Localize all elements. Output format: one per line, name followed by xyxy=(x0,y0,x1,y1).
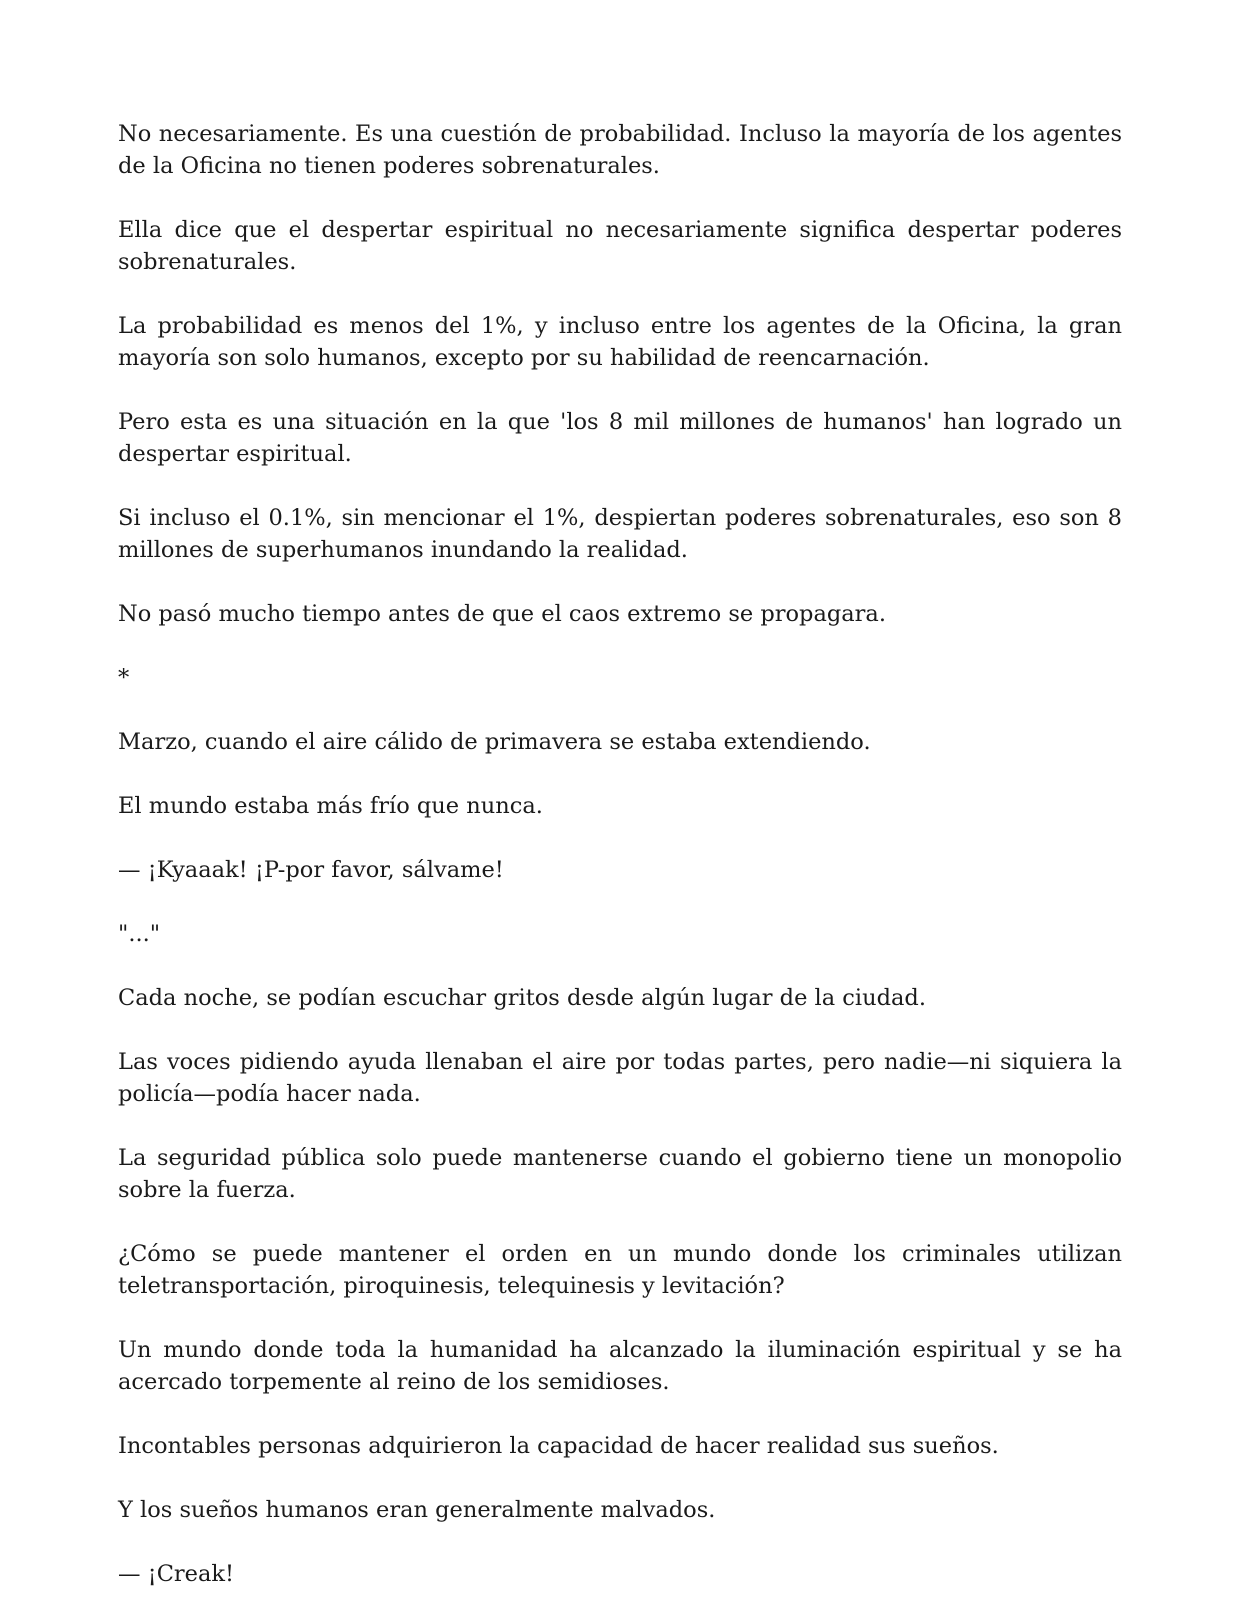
paragraph: La seguridad pública solo puede mantenerse cuando el gobierno tiene un monopolio sobre la fuerza. xyxy=(118,1145,1122,1203)
paragraph: La probabilidad es menos del 1%, y incluso entre los agentes de la Oficina, la gran mayoría son solo humanos, excepto por su habilidad de reencarnación. xyxy=(118,313,1122,371)
dialogue-line: — ¡Kyaaak! ¡P-por favor, sálvame! xyxy=(118,857,504,883)
paragraph: Y los sueños humanos eran generalmente malvados. xyxy=(118,1497,716,1523)
scene-break: * xyxy=(118,665,130,691)
document-body xyxy=(118,118,1122,1622)
paragraph: Marzo, cuando el aire cálido de primavera se estaba extendiendo. xyxy=(118,729,871,755)
paragraph: Un mundo donde toda la humanidad ha alcanzado la iluminación espiritual y se ha acercado torpemente al reino de los semidioses. xyxy=(118,1337,1122,1395)
paragraph: Incontables personas adquirieron la capacidad de hacer realidad sus sueños. xyxy=(118,1433,999,1459)
paragraph: No pasó mucho tiempo antes de que el caos extremo se propagara. xyxy=(118,601,886,627)
paragraph: Ella dice que el despertar espiritual no necesariamente significa despertar poderes sobrenaturales. xyxy=(118,217,1122,275)
dialogue-line: — ¡Creak! xyxy=(118,1561,235,1587)
paragraph: Pero esta es una situación en la que 'los 8 mil millones de humanos' han logrado un despertar espiritual. xyxy=(118,409,1122,467)
paragraph: Si incluso el 0.1%, sin mencionar el 1%, despiertan poderes sobrenaturales, eso son 8 millones de superhumanos inundando la realidad. xyxy=(118,505,1122,563)
paragraph: El mundo estaba más frío que nunca. xyxy=(118,793,543,819)
paragraph: Las voces pidiendo ayuda llenaban el aire por todas partes, pero nadie—ni siquiera la policía—podía hacer nada. xyxy=(118,1049,1122,1107)
paragraph: Cada noche, se podían escuchar gritos desde algún lugar de la ciudad. xyxy=(118,985,926,1011)
dialogue-line: "..." xyxy=(118,921,161,947)
paragraph: ¿Cómo se puede mantener el orden en un mundo donde los criminales utilizan teletransportación, piroquinesis, telequinesis y levitación? xyxy=(118,1241,1122,1299)
paragraph: No necesariamente. Es una cuestión de probabilidad. Incluso la mayoría de los agentes de la Oficina no tienen poderes sobrenaturales. xyxy=(118,121,1122,179)
